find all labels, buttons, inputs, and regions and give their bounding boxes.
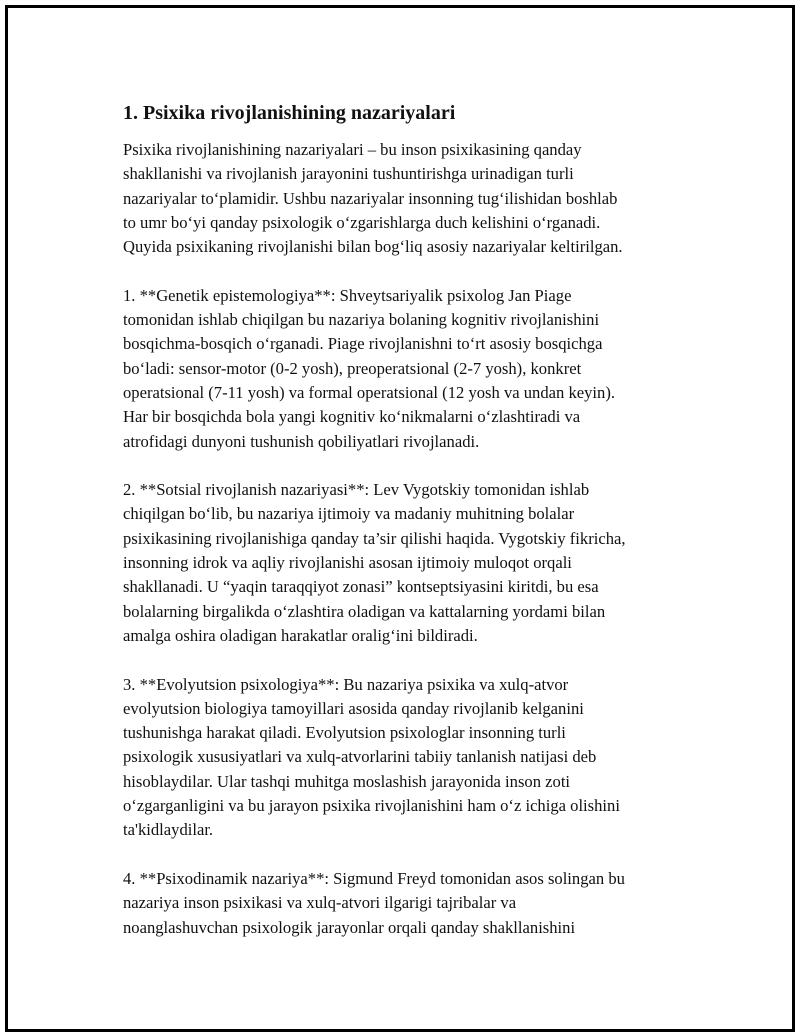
paragraph-intro (123, 138, 698, 259)
text-line: operatsional (7-11 yosh) va formal operatsional (12 yosh va undan keyin). (123, 382, 615, 402)
text-line: nazariya inson psixikasi va xulq-atvori ilgarigi tajribalar va (123, 893, 517, 913)
paragraph-spacer (123, 454, 698, 478)
paragraph-spacer (123, 259, 698, 283)
text-line: Psixika rivojlanishining nazariyalari – bu inson psixikasining qanday (123, 140, 582, 159)
paragraph-genetic-epistemology (123, 284, 698, 454)
text-line: Quyida psixikaning rivojlanishi bilan bog‘liq asosiy nazariyalar keltirilgan. (123, 237, 623, 257)
paragraph-psychodynamic (123, 867, 698, 940)
page-frame (5, 5, 795, 1032)
text-line: 4. **Psixodinamik nazariya**: Sigmund Freyd tomonidan asos solingan bu (123, 868, 625, 888)
text-line: bosqichma-bosqich o‘rganadi. Piage rivojlanishni to‘rt asosiy bosqichga (123, 334, 603, 354)
text-line: bo‘ladi: sensor-motor (0-2 yosh), preoperatsional (2-7 yosh), konkret (123, 358, 582, 378)
paragraph-social-development (123, 478, 698, 648)
text-line: o‘zgarganligini va bu jarayon psixika rivojlanishini ham o‘z ichiga olishini (123, 796, 620, 816)
text-line: shakllanishi va rivojlanish jarayonini tushuntirishga urinadigan turli (123, 164, 574, 184)
text-line: evolyutsion biologiya tamoyillari asosida qanday rivojlanib kelganini (123, 698, 584, 718)
text-line: chiqilgan bo‘lib, bu nazariya ijtimoiy va madaniy muhitning bolalar (123, 504, 575, 524)
text-line: to umr bo‘yi qanday psixologik o‘zgarishlarga duch kelishini o‘rganadi. (123, 212, 601, 232)
text-line: insonning idrok va aqliy rivojlanishi asosan ijtimoiy muloqot orqali (123, 553, 572, 573)
text-line: 2. **Sotsial rivojlanish nazariyasi**: Lev Vygotskiy tomonidan ishlab (123, 480, 590, 500)
paragraph-spacer (123, 648, 698, 672)
text-line: hisoblaydilar. Ular tashqi muhitga moslashish jarayonida inson zoti (123, 771, 571, 791)
text-line: bolalarning birgalikda o‘zlashtira oladigan va kattalarning yordami bilan (123, 601, 606, 621)
text-line: Har bir bosqichda bola yangi kognitiv ko‘nikmalarni o‘zlashtiradi va (123, 407, 581, 427)
text-line: tomonidan ishlab chiqilgan bu nazariya bolaning kognitiv rivojlanishini (123, 310, 600, 330)
text-line: 3. **Evolyutsion psixologiya**: Bu nazariya psixika va xulq-atvor (123, 674, 569, 694)
text-line: ta'kidlaydilar. (123, 820, 214, 840)
paragraph-spacer (123, 843, 698, 867)
paragraph-evolutionary-psychology (123, 673, 698, 843)
section-heading: 1. Psixika rivojlanishining nazariyalari (123, 102, 456, 124)
text-line: shakllanadi. U “yaqin taraqqiyot zonasi” kontseptsiyasini kiritdi, bu esa (123, 577, 599, 597)
text-line: psixologik xususiyatlari va xulq-atvorlarini tabiiy tanlanish natijasi deb (123, 747, 597, 767)
text-line: psixikasining rivojlanishiga qanday ta’sir qilishi haqida. Vygotskiy fikricha, (123, 528, 626, 548)
text-line: atrofidagi dunyoni tushunish qobiliyatlari rivojlanadi. (123, 431, 480, 451)
text-line: nazariyalar to‘plamidir. Ushbu nazariyalar insonning tug‘ilishidan boshlab (123, 188, 618, 208)
text-line: amalga oshira oladigan harakatlar oralig‘ini bildiradi. (123, 625, 478, 645)
document-body (123, 100, 698, 940)
text-line: noanglashuvchan psixologik jarayonlar orqali qanday shakllanishini (123, 917, 576, 937)
text-line: tushunishga harakat qiladi. Evolyutsion psixologlar insonning turli (123, 723, 566, 743)
text-line: 1. **Genetik epistemologiya**: Shveytsariyalik psixolog Jan Piage (123, 285, 572, 305)
